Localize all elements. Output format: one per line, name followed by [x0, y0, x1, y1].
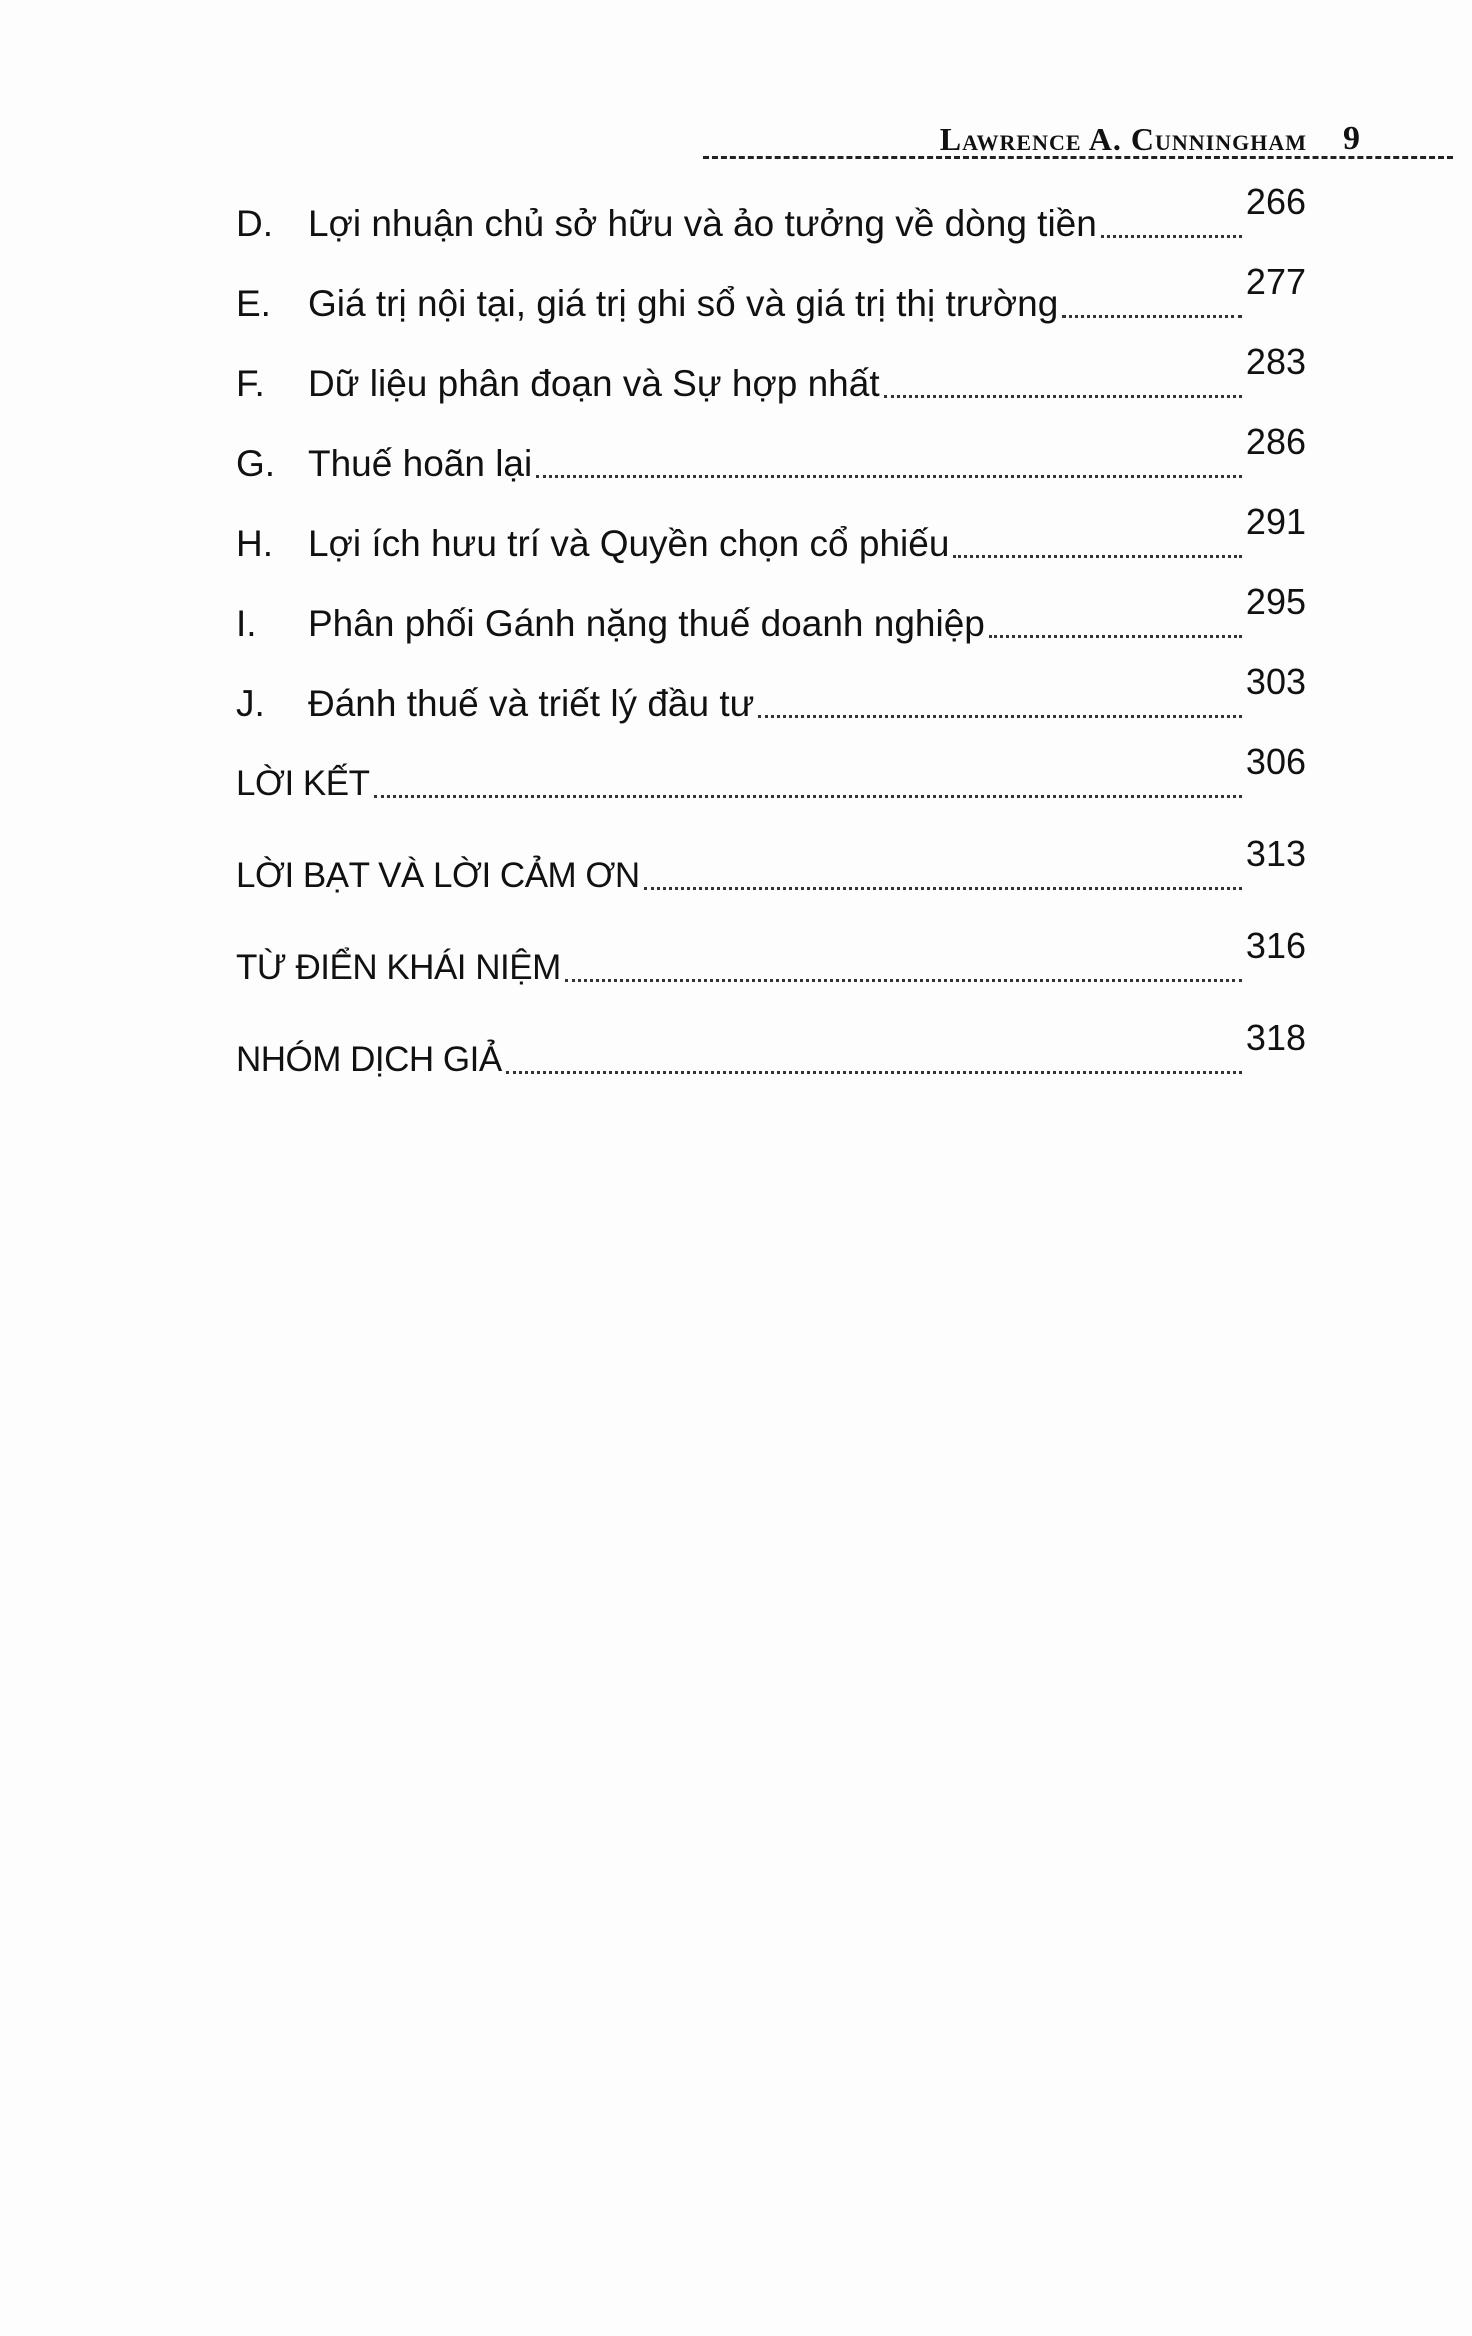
toc-entry-letter: H.: [236, 523, 273, 564]
toc-entry-page: 266: [1245, 181, 1306, 222]
toc-section-page: 318: [1245, 1017, 1306, 1058]
toc-entry: [236, 661, 1306, 728]
toc-entry-letter: G.: [236, 443, 276, 484]
header-page-number: 9: [1343, 120, 1360, 157]
toc-dot-leader: [536, 475, 1242, 478]
toc-section-title: NHÓM DỊCH GIẢ: [236, 1040, 502, 1079]
toc-dot-leader: [374, 795, 1242, 798]
toc-dot-leader: [565, 979, 1242, 982]
toc-entry-page: 303: [1245, 661, 1306, 702]
toc-entry-letter: F.: [236, 363, 265, 404]
toc-section-entry: [236, 833, 1306, 900]
toc-section-entry: [236, 1017, 1306, 1084]
toc-dot-leader: [758, 715, 1242, 718]
toc-dot-leader: [989, 635, 1242, 638]
toc-dot-leader: [1062, 315, 1242, 318]
toc-entry-page: 291: [1245, 501, 1306, 542]
toc-entry: [236, 501, 1306, 568]
toc-entry-title: Giá trị nội tại, giá trị ghi sổ và giá trị thị trường: [308, 283, 1059, 324]
toc-section-entry: [236, 741, 1306, 808]
toc-entry: [236, 261, 1306, 328]
toc-section-title: LỜI KẾT: [236, 764, 370, 803]
toc-entry-letter: D.: [236, 203, 273, 244]
toc-entry-title: Lợi ích hưu trí và Quyền chọn cổ phiếu: [308, 523, 950, 564]
toc-dot-leader: [1101, 235, 1242, 238]
running-header: [820, 108, 1360, 158]
toc-entry-page: 286: [1245, 421, 1306, 462]
toc-dot-leader: [884, 395, 1242, 398]
toc-section-title: TỪ ĐIỂN KHÁI NIỆM: [236, 948, 561, 987]
header-dashed-rule: [703, 156, 1453, 159]
toc-section-page: 313: [1245, 833, 1306, 874]
toc-entry-letter: J.: [236, 683, 265, 724]
toc-entry-title: Đánh thuế và triết lý đầu tư: [308, 683, 755, 724]
toc-entry-page: 277: [1245, 261, 1306, 302]
header-author: Lawrence A. Cunningham: [939, 121, 1307, 157]
toc-entry: [236, 581, 1306, 648]
toc-dot-leader: [506, 1071, 1242, 1074]
table-of-contents: [236, 181, 1306, 1128]
toc-section-page: 316: [1245, 925, 1306, 966]
toc-section-title: LỜI BẠT VÀ LỜI CẢM ƠN: [236, 856, 640, 895]
toc-entry-title: Lợi nhuận chủ sở hữu và ảo tưởng về dòng tiền: [308, 203, 1097, 244]
toc-entry-title: Thuế hoãn lại: [308, 443, 533, 484]
toc-entry-letter: I.: [236, 603, 257, 644]
toc-entry-title: Dữ liệu phân đoạn và Sự hợp nhất: [308, 363, 880, 404]
toc-entry-page: 283: [1245, 341, 1306, 382]
toc-entry: [236, 341, 1306, 408]
toc-entry: [236, 421, 1306, 488]
toc-section-page: 306: [1245, 741, 1306, 782]
toc-dot-leader: [953, 555, 1242, 558]
toc-entry-letter: E.: [236, 283, 271, 324]
toc-entry-page: 295: [1245, 581, 1306, 622]
toc-entry-title: Phân phối Gánh nặng thuế doanh nghiệp: [308, 603, 985, 644]
toc-section-entry: [236, 925, 1306, 992]
toc-dot-leader: [644, 887, 1242, 890]
toc-entry: [236, 181, 1306, 248]
